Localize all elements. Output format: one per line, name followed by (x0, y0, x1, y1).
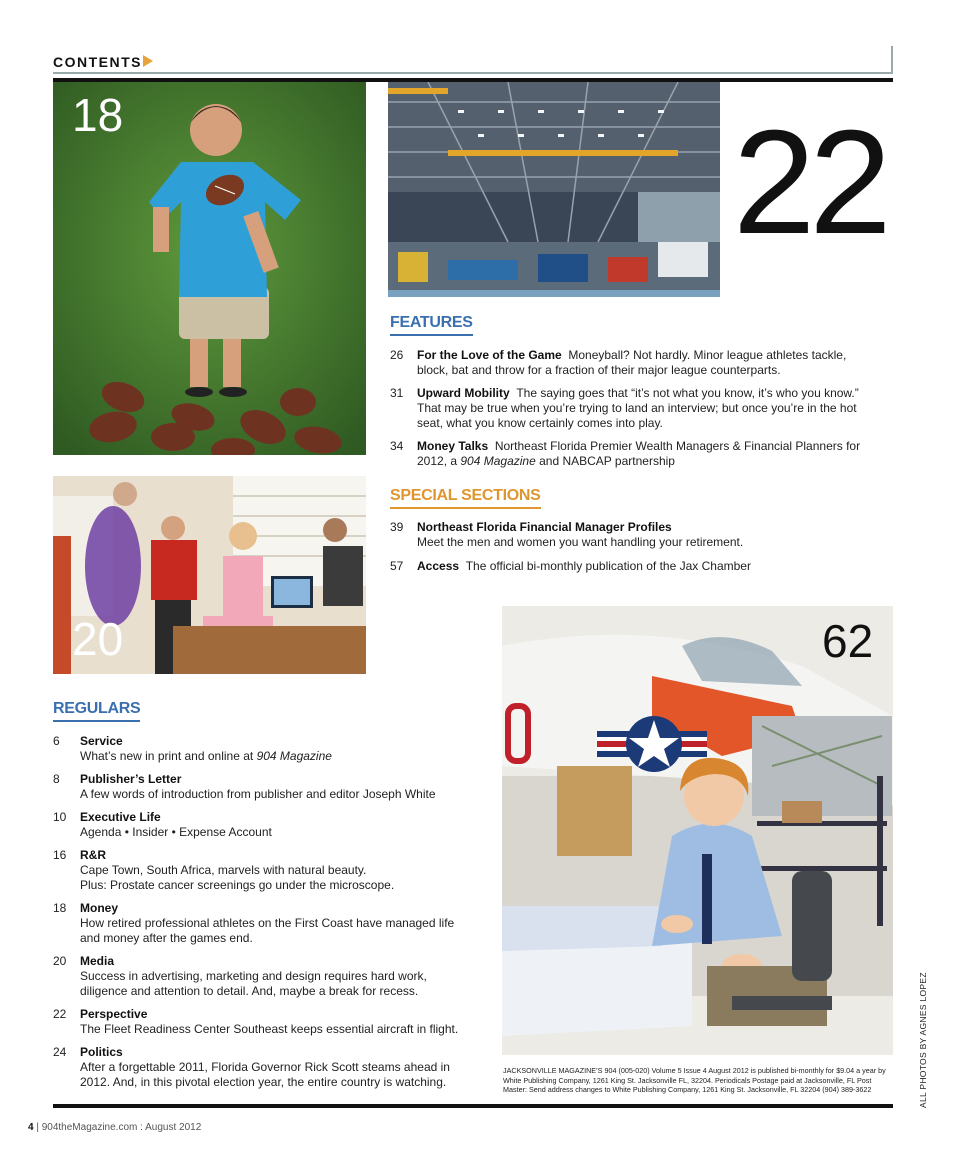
features-item-31[interactable] (390, 386, 880, 431)
special-item-57[interactable] (390, 559, 880, 574)
photo-number-18: 18 (72, 89, 124, 141)
footer-page-number: 4 (28, 1122, 34, 1133)
item-description: After a forgettable 2011, Florida Governor Rick Scott steams ahead in 2012. And, in this pivotal election year, the entire country is watching. (80, 1060, 450, 1089)
page-number: 22 (53, 1007, 67, 1021)
item-title: Publisher’s Letter (80, 772, 182, 786)
special-sections-heading: SPECIAL SECTIONS (390, 487, 541, 509)
item-title: For the Love of the Game (417, 348, 562, 362)
item-description: How retired professional athletes on the First Coast have managed life and money after the games end. (80, 916, 455, 945)
item-description-italic: 904 Magazine (460, 454, 536, 468)
item-description-end: and NABCAP partnership (535, 454, 675, 468)
header-rule (53, 72, 893, 74)
page-number: 24 (53, 1045, 67, 1059)
item-title: Service (80, 734, 123, 748)
regulars-item-8[interactable] (53, 772, 473, 802)
page-number: 18 (53, 901, 67, 915)
arrow-right-icon (143, 55, 153, 67)
contents-label: CONTENTS (53, 54, 142, 70)
photo-number-20: 20 (72, 613, 124, 665)
regulars-item-10[interactable] (53, 810, 473, 840)
page-number: 8 (53, 772, 60, 786)
item-title: Money (80, 901, 119, 915)
header-rule-tick (891, 46, 893, 74)
item-description-2: Plus: Prostate cancer screenings go under the microscope. (80, 878, 395, 892)
item-title: R&R (80, 848, 106, 862)
footer-rule (53, 1104, 893, 1108)
page-number: 26 (390, 348, 404, 362)
regulars-item-22[interactable] (53, 1007, 473, 1037)
item-title: Northeast Florida Financial Manager Profiles (417, 520, 672, 534)
regulars-item-16[interactable] (53, 848, 473, 893)
item-description: Cape Town, South Africa, marvels with natural beauty. (80, 863, 367, 877)
item-description: A few words of introduction from publisher and editor Joseph White (80, 787, 436, 801)
page-number: 16 (53, 848, 67, 862)
photo-number-62: 62 (822, 615, 874, 667)
item-description: Agenda • Insider • Expense Account (80, 825, 272, 839)
item-title: Access (417, 559, 460, 573)
photo-number-22: 22 (733, 100, 886, 265)
item-title: Media (80, 954, 115, 968)
item-description: Moneyball? Not hardly. Minor league athletes tackle, block, bat and throw for a fraction of their major league counterparts. (417, 348, 847, 377)
page-number: 57 (390, 559, 404, 573)
photo-credit: ALL PHOTOS BY AGNES LOPEZ (918, 972, 928, 1108)
item-description: The official bi-monthly publication of the Jax Chamber (465, 559, 751, 573)
footer-text: | 904theMagazine.com : August 2012 (33, 1122, 202, 1133)
features-item-34[interactable] (390, 439, 880, 469)
item-title: Politics (80, 1045, 123, 1059)
item-title: Executive Life (80, 810, 161, 824)
features-heading: FEATURES (390, 314, 473, 336)
item-title: Upward Mobility (417, 386, 510, 400)
item-description: Northeast Florida Premier Wealth Managers & Financial Planners for 2012, a (417, 439, 861, 468)
page-number: 39 (390, 520, 404, 534)
regulars-heading: REGULARS (53, 700, 140, 722)
regulars-item-24[interactable] (53, 1045, 473, 1090)
item-title: Money Talks (417, 439, 489, 453)
photo-aircraft-hangar[interactable] (388, 82, 720, 297)
item-description: Success in advertising, marketing and design requires hard work, diligence and attention to detail. And, maybe a break for recess. (80, 969, 427, 998)
page-number: 34 (390, 439, 404, 453)
regulars-item-20[interactable] (53, 954, 473, 999)
special-item-39[interactable] (390, 520, 880, 550)
page-number: 10 (53, 810, 67, 824)
page-number: 31 (390, 386, 404, 400)
item-description: Meet the men and women you want handling your retirement. (417, 535, 744, 549)
item-description-italic: 904 Magazine (256, 749, 332, 763)
page-footer (28, 1122, 201, 1133)
masthead-caption: JACKSONVILLE MAGAZINE’S 904 (005-020) Volume 5 Issue 4 August 2012 is published bi-monthly for $9.04 a year by White Publishing Company, 1261 King St. Jacksonville FL, 32204. Periodicals Postage paid at Jacksonville, FL Post Master: Send address changes to White Publishing Company, 1261 King St. Jacksonville, FL 32204 (904) 389-3622 (503, 1066, 886, 1094)
photo-jet-technician[interactable] (502, 606, 893, 1055)
item-description: What’s new in print and online at (80, 749, 257, 763)
page-number: 6 (53, 734, 60, 748)
item-description: The saying goes that “it’s not what you know, it’s who you know.” That may be true when you’re trying to land an interview; but once you’re in the hot seat, what you know certainly comes into play. (417, 386, 859, 430)
features-item-26[interactable] (390, 348, 880, 378)
regulars-item-18[interactable] (53, 901, 473, 946)
regulars-item-6[interactable] (53, 734, 473, 764)
item-description: The Fleet Readiness Center Southeast keeps essential aircraft in flight. (80, 1022, 459, 1036)
page-number: 20 (53, 954, 67, 968)
item-title: Perspective (80, 1007, 148, 1021)
